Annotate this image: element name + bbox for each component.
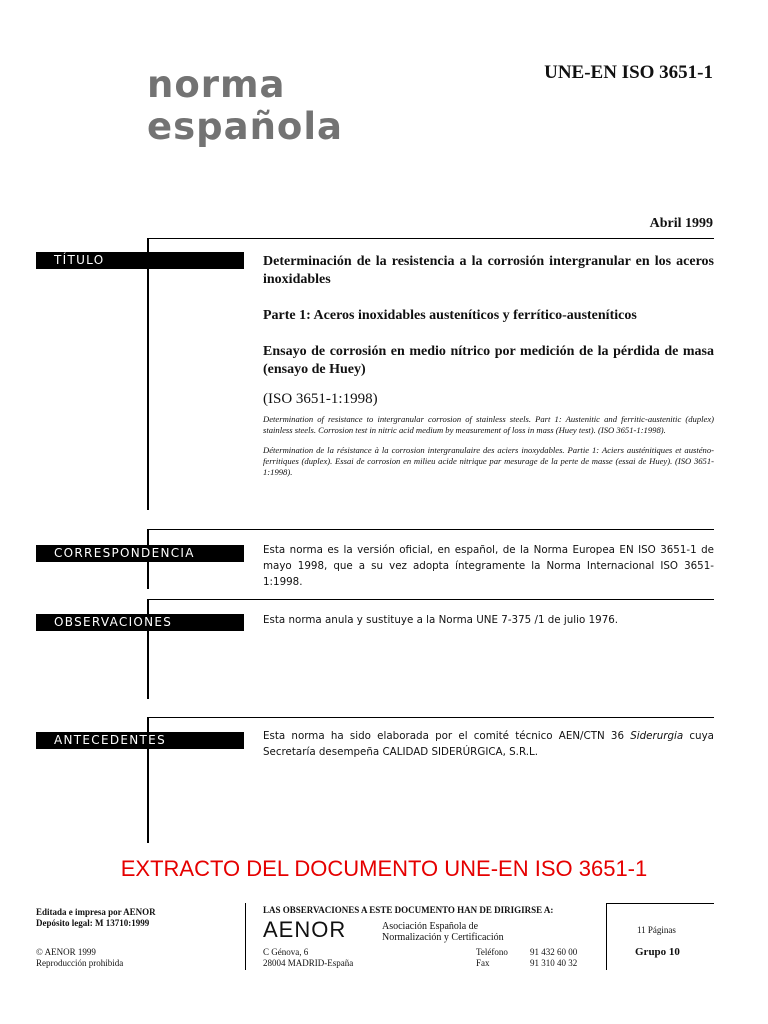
antecedentes-text (263, 728, 714, 760)
brand-line-espanola: española (147, 105, 343, 148)
observaciones-block (263, 612, 714, 628)
org-name-line2: Normalización y Certificación (382, 932, 504, 943)
section-label-correspondencia: CORRESPONDENCIA (36, 545, 244, 562)
title-part: Parte 1: Aceros inoxidables austeníticos y ferrítico-austeníticos (263, 308, 637, 323)
english-title: Determination of resistance to intergranular corrosion of stainless steels. Part 1: Austenitic and ferritic-austenitic (duplex) stainless steels. Corrosion test in nitric acid medium by measurement of loss in mass (Huey test). (ISO 3651-1:1998). (263, 414, 714, 435)
footer-divider-left (245, 903, 246, 970)
correspondencia-text: Esta norma es la versión oficial, en español, de la Norma Europea EN ISO 3651-1 de mayo 1998, que a su vez adopta íntegramente la Norma Internacional ISO 3651-1:1998. (263, 544, 714, 588)
observaciones-text: Esta norma anula y sustituye a la Norma UNE 7-375 /1 de julio 1976. (263, 614, 619, 626)
footer-divider-right (606, 903, 607, 970)
publication-date: Abril 1999 (649, 216, 713, 231)
price-group: Grupo 10 (635, 946, 680, 958)
footer-rule-right (606, 903, 714, 904)
address-line2: 28004 MADRID-España (263, 958, 354, 968)
fax-value: 91 310 40 32 (530, 958, 578, 968)
footer-observations-note: LAS OBSERVACIONES A ESTE DOCUMENTO HAN DE DIRIGIRSE A: (263, 905, 554, 915)
standard-code: UNE-EN ISO 3651-1 (544, 62, 713, 83)
aenor-logo-text: AENOR (263, 917, 347, 942)
antecedentes-text-italic: Siderurgia (630, 730, 684, 742)
section-label-antecedentes: ANTECEDENTES (36, 732, 244, 749)
iso-reference: (ISO 3651-1:1998) (263, 391, 378, 407)
rule-top-titulo (147, 238, 714, 239)
section-label-titulo: TÍTULO (36, 252, 244, 269)
rule-top-correspondencia (147, 529, 714, 530)
extract-notice: EXTRACTO DEL DOCUMENTO UNE-EN ISO 3651-1 (120, 856, 648, 881)
footer-copyright: © AENOR 1999 (36, 947, 96, 957)
address-line1: C Génova, 6 (263, 947, 309, 957)
footer-edited-by: Editada e impresa por AENOR (36, 907, 156, 917)
org-name-line1: Asociación Española de (382, 921, 479, 932)
phone-value: 91 432 60 00 (530, 947, 578, 957)
brand-line-norma: norma (147, 63, 286, 106)
title-main: Determinación de la resistencia a la corrosión intergranular en los aceros inoxidables (263, 254, 714, 287)
page-count: 11 Páginas (637, 925, 676, 935)
vertical-rule-titulo (147, 238, 149, 510)
fax-label: Fax (476, 958, 490, 968)
rule-top-antecedentes (147, 717, 714, 718)
footer-reproduction: Reproducción prohibida (36, 958, 124, 968)
antecedentes-text-before: Esta norma ha sido elaborada por el comité técnico AEN/CTN 36 (263, 730, 631, 742)
section-label-observaciones: OBSERVACIONES (36, 614, 244, 631)
antecedentes-text-after: cuya Secretaría desempeña CALIDAD SIDERÚRGICA, S.R.L. (263, 730, 714, 758)
title-test: Ensayo de corrosión en medio nítrico por medición de la pérdida de masa (ensayo de Huey) (263, 344, 714, 377)
antecedentes-block (263, 728, 714, 760)
rule-top-observaciones (147, 599, 714, 600)
title-block (263, 253, 714, 478)
french-title: Détermination de la résistance à la corrosion intergranulaire des aciers inoxydables. Partie 1: Aciers austénitiques et austéno-ferritiques (duplex). Essai de corrosion en milieu acide nitrique par mesurage de la perte de masse (essai de Huey). (ISO 3651-1:1998). (263, 445, 714, 477)
footer-deposito: Depósito legal: M 13710:1999 (36, 918, 150, 928)
correspondencia-block (263, 542, 714, 590)
phone-label: Teléfono (476, 947, 508, 957)
